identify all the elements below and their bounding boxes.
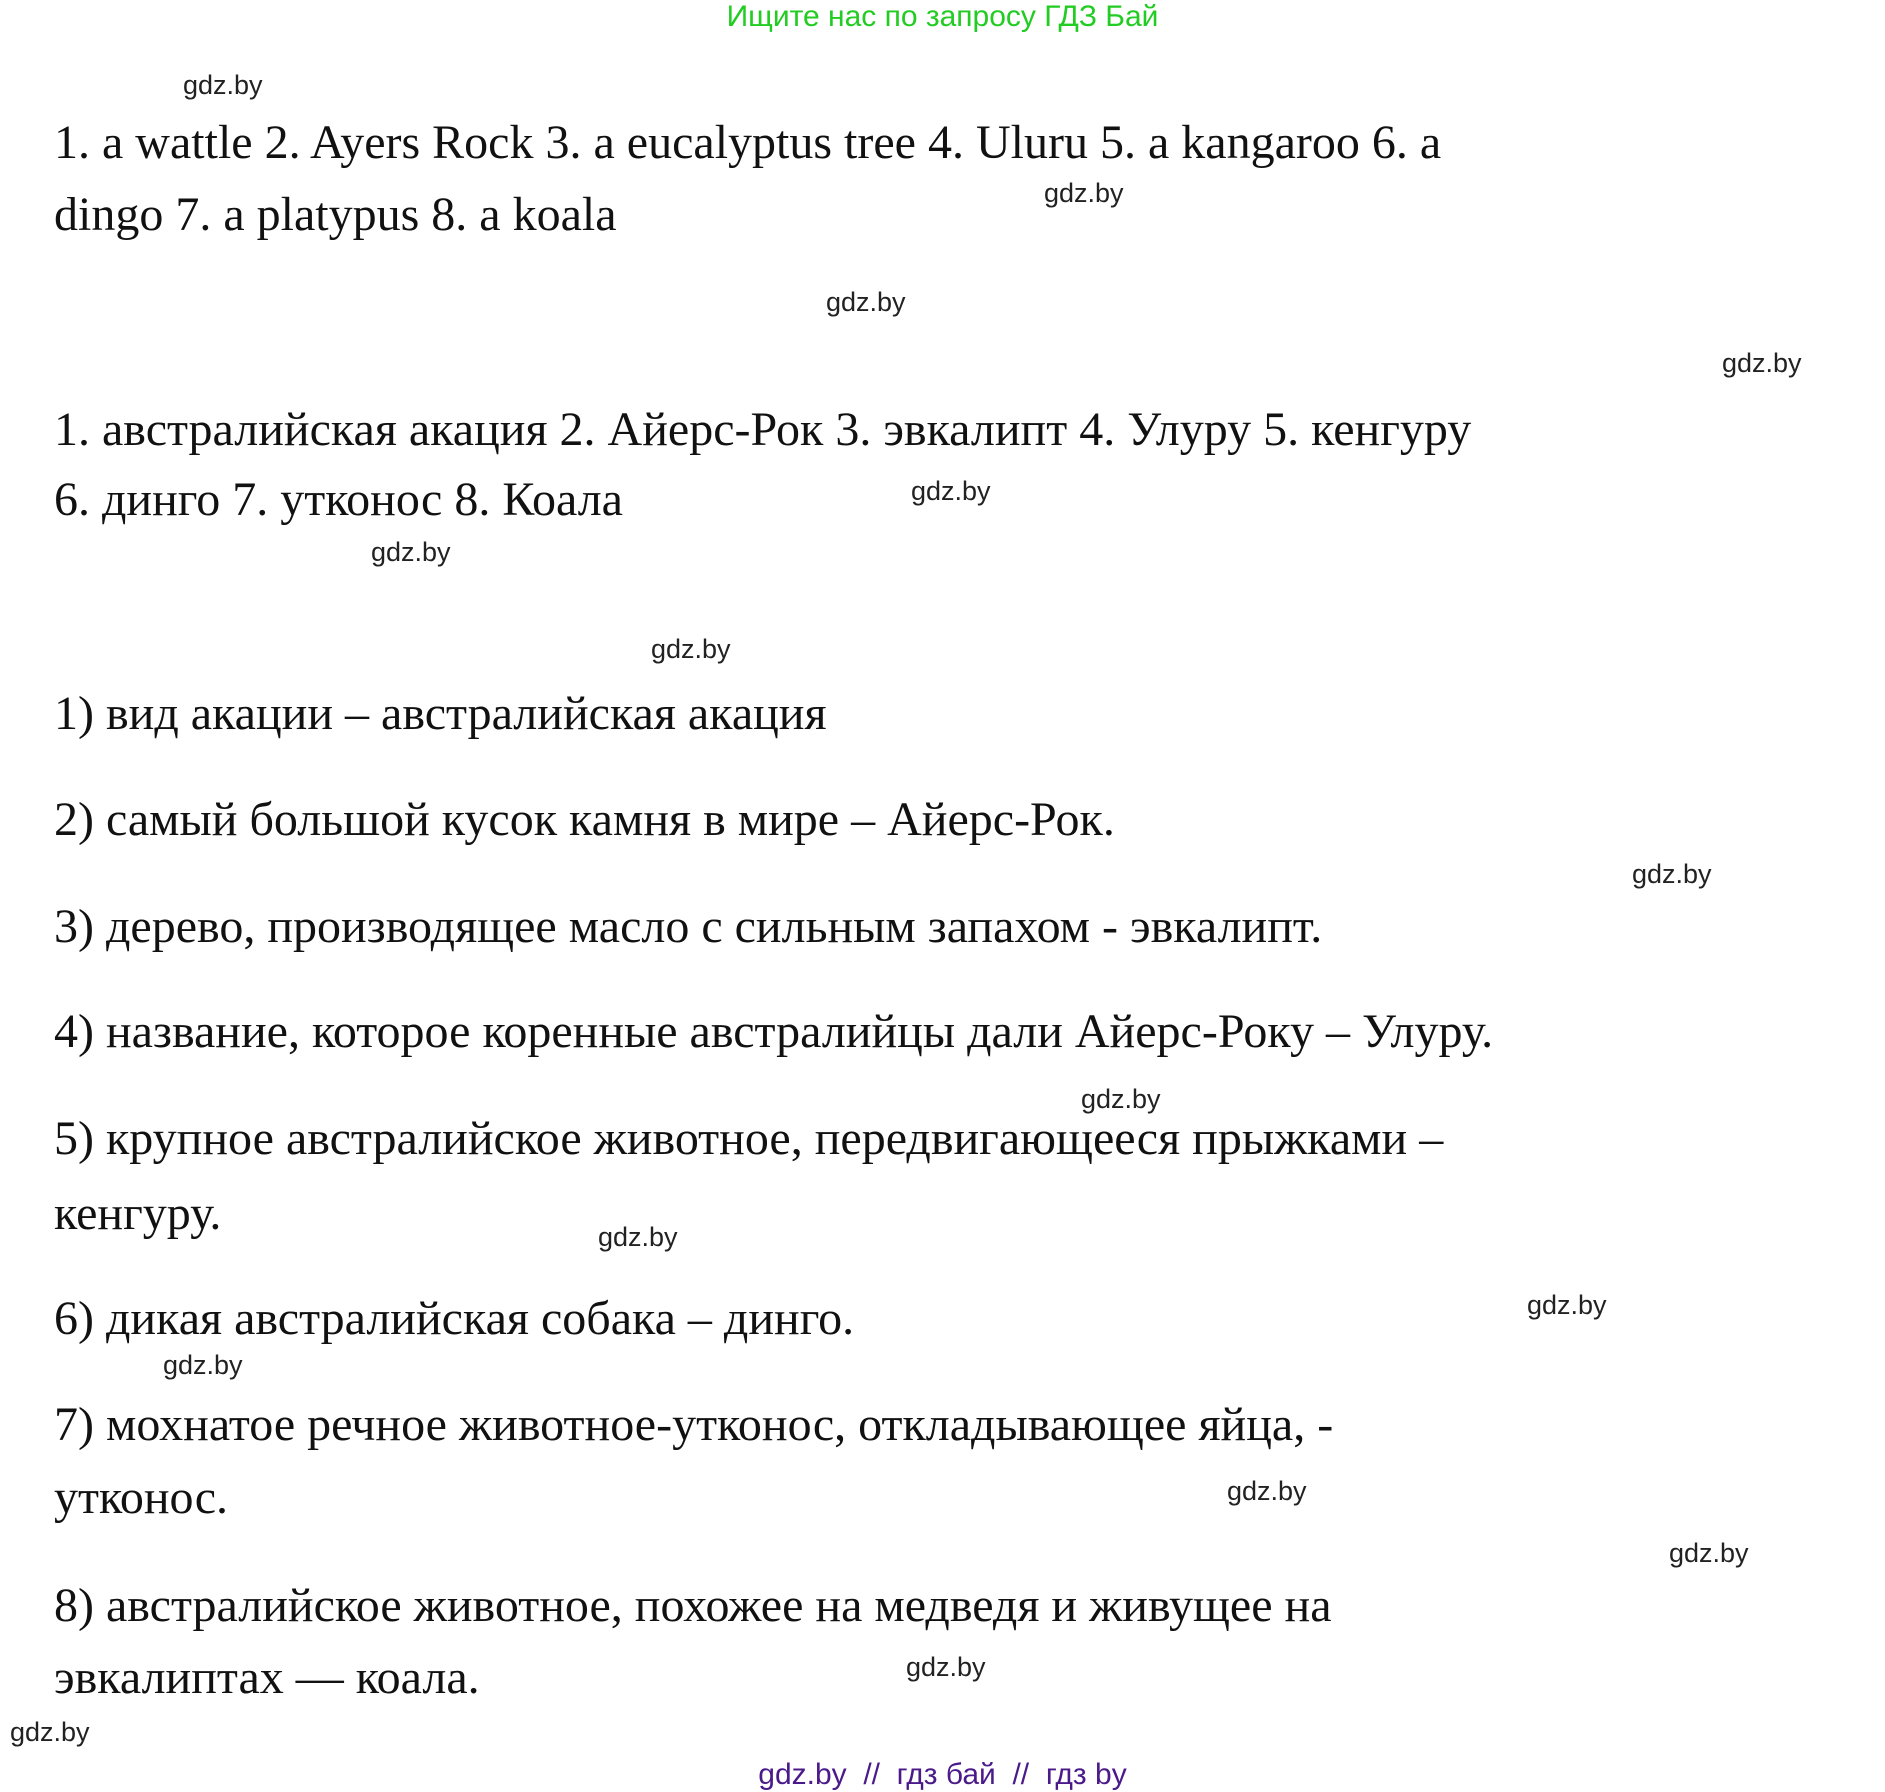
definition-line: 3) дерево, производящее масло с сильным запахом - эвкалипт.: [54, 900, 1323, 953]
watermark: gdz.by: [598, 1222, 678, 1252]
definition-line: 8) австралийское животное, похожее на медведя и живущее на: [54, 1579, 1332, 1632]
definition-line: 5) крупное австралийское животное, передвигающееся прыжками –: [54, 1112, 1444, 1165]
watermark: gdz.by: [911, 476, 991, 506]
watermark: gdz.by: [651, 634, 731, 664]
definition-line: кенгуру.: [54, 1187, 222, 1240]
english-answer-line: dingo 7. a platypus 8. a koala: [54, 188, 617, 241]
watermark: gdz.by: [163, 1350, 243, 1380]
watermark: gdz.by: [1081, 1084, 1161, 1114]
definition-line: 6) дикая австралийская собака – динго.: [54, 1292, 855, 1345]
definition-line: 2) самый большой кусок камня в мире – Айерс-Рок.: [54, 793, 1115, 846]
watermark: gdz.by: [371, 537, 451, 567]
watermark: gdz.by: [1527, 1290, 1607, 1320]
definition-line: эвкалиптах — коала.: [54, 1651, 480, 1704]
footer-links: gdz.by // гдз бай // гдз by: [758, 1758, 1127, 1791]
watermark: gdz.by: [1227, 1476, 1307, 1506]
definition-line: утконос.: [54, 1471, 229, 1524]
definition-line: 7) мохнатое речное животное-утконос, откладывающее яйца, -: [54, 1398, 1334, 1451]
watermark: gdz.by: [1044, 178, 1124, 208]
watermark: gdz.by: [183, 70, 263, 100]
search-hint-banner: Ищите нас по запросу ГДЗ Бай: [726, 0, 1159, 33]
english-answer-line: 1. a wattle 2. Ayers Rock 3. a eucalyptus tree 4. Uluru 5. a kangaroo 6. a: [54, 116, 1442, 169]
watermark: gdz.by: [1632, 859, 1712, 889]
watermark: gdz.by: [826, 287, 906, 317]
watermark: gdz.by: [10, 1717, 90, 1747]
watermark: gdz.by: [1722, 348, 1802, 378]
watermark: gdz.by: [1669, 1538, 1749, 1568]
definition-line: 4) название, которое коренные австралийцы дали Айерс-Року – Улуру.: [54, 1005, 1494, 1058]
russian-answer-line: 6. динго 7. утконос 8. Коала: [54, 473, 623, 526]
russian-answer-line: 1. австралийская акация 2. Айерс-Рок 3. эвкалипт 4. Улуру 5. кенгуру: [54, 403, 1472, 456]
watermark: gdz.by: [906, 1652, 986, 1682]
definition-line: 1) вид акации – австралийская акация: [54, 687, 827, 740]
